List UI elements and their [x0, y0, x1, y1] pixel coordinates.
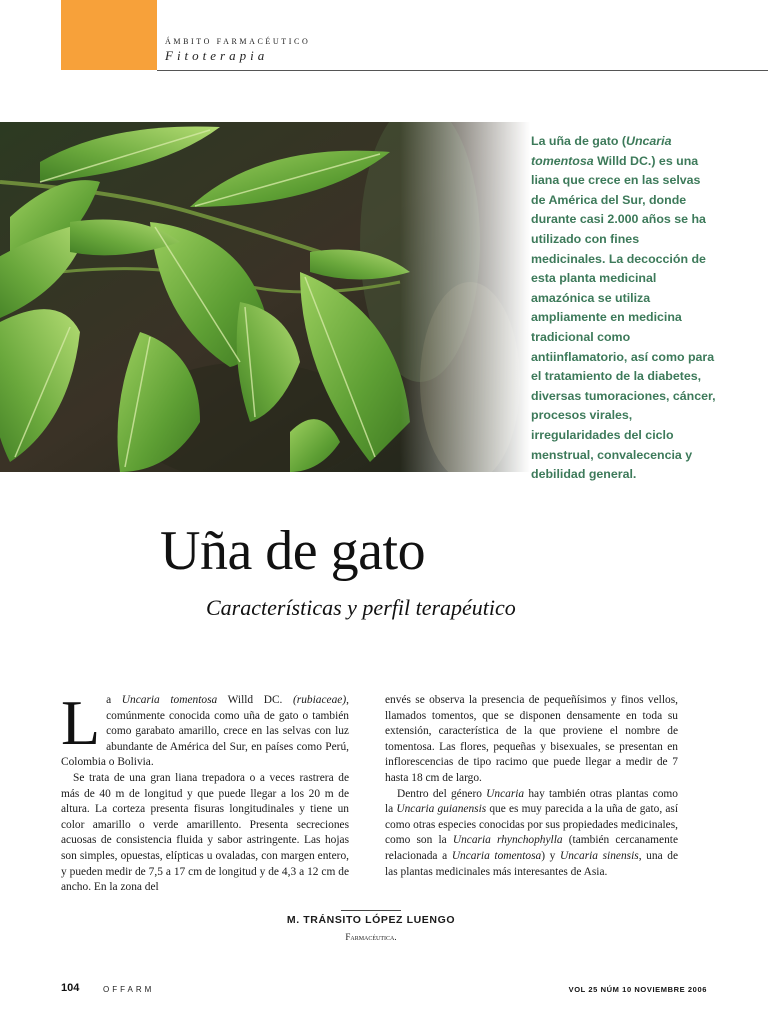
plant-photo [0, 122, 530, 472]
article-subtitle: Características y perfil terapéutico [206, 595, 516, 620]
header-rule [157, 70, 768, 71]
intro-paragraph: La uña de gato (Uncaria tomentosa Willd DC.) es una liana que crece en las selvas de América del Sur, donde durante casi 2.000 años se ha utilizado con fines medicinales. La decocción de esta planta medicinal amazónica se utiliza ampliamente en medicina tradicional como antiinflamatorio, así como para el tratamiento de la diabetes, diversas tumoraciones, cáncer, procesos virales, irregularidades del ciclo menstrual, convalecencia y debilidad general. [531, 134, 716, 482]
page-number: 104 [61, 982, 80, 994]
body-paragraph: Dentro del género Uncaria hay también otras plantas como la Uncaria guianensis que es muy parecida a la uña de gato, así como otras especies conocidas por sus propiedades medicinales, como son la Uncaria rhynchophylla (también cercanamente relacionada a Uncaria tomentosa) y Uncaria sinensis, una de las plantas medicinales más interesantes de Asia. [385, 787, 679, 878]
section-title: Fitoterapia [165, 48, 269, 63]
article-title: Uña de gato [160, 520, 426, 582]
body-paragraph: La Uncaria tomentosa Willd DC. (rubiaceae), comúnmente conocida como uña de gato o también como garabato amarillo, crece en las selvas con luz abundante de América del Sur, en países como Perú, Colombia o Bolivia. [61, 687, 350, 769]
section-kicker: ÁMBITO FARMACÉUTICO [165, 37, 311, 46]
journal-name: OFFARM [103, 985, 155, 994]
dropcap: L [61, 687, 101, 758]
author-affiliation: Farmacéutica. [345, 932, 397, 942]
intro-species: Uncaria tomentosa [531, 134, 672, 168]
body-column-2 [385, 693, 678, 880]
byline-rule [341, 910, 401, 911]
body-column-1 [61, 687, 350, 896]
author-name: M. TRÁNSITO LÓPEZ LUENGO [286, 914, 456, 926]
section-accent-block [61, 0, 157, 70]
body-paragraph: envés se observa la presencia de pequeñísimos y finos vellos, llamados tomentos, que se disponen densamente en toda su extensión, característica de la que proviene el nombre de tomentosa. Las flores, pequeñas y bisexuales, se presentan en inflorescencias de tipo racimo que puede llegar a medir de 7 hasta 18 cm de largo. [385, 694, 678, 784]
issue-info: VOL 25 NÚM 10 NOVIEMBRE 2006 [568, 985, 707, 994]
body-paragraph: Se trata de una gran liana trepadora o a veces rastrera de más de 40 m de longitud y que puede llegar a los 20 m de altura. La corteza presenta fisuras longitudinales y tiene un color amarillo o verde amarillento. Presenta secreciones acuosas de consistencia fluida y sabor astringente. Las hojas son simples, opuestas, elípticas u ovaladas, con margen entero, y pueden medir de 7,5 a 17 cm de longitud y de 4,3 a 12 cm de ancho. En la zona del [61, 771, 349, 894]
